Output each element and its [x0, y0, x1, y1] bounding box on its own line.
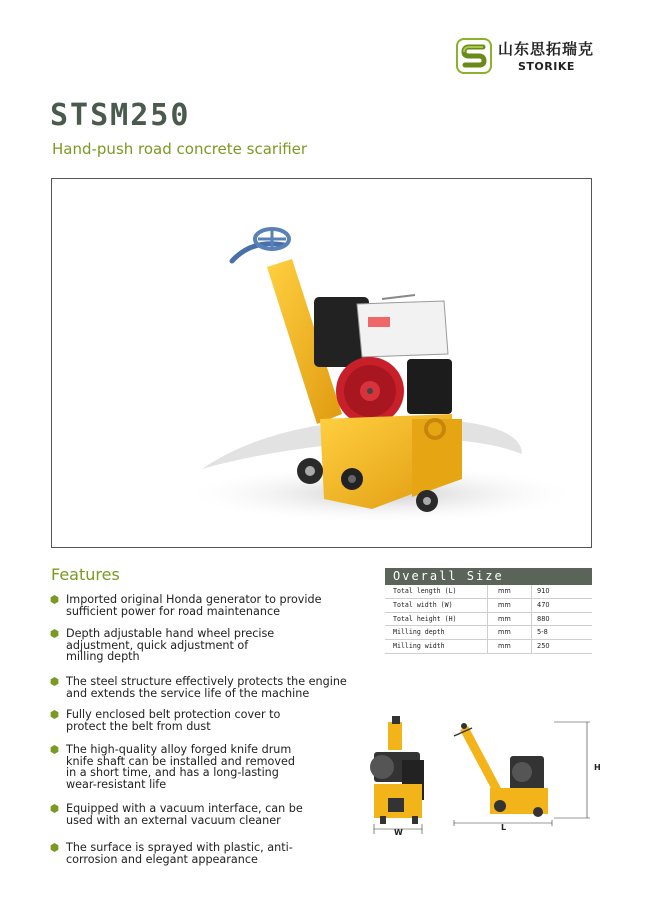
- hexagon-bullet-icon: [50, 595, 59, 604]
- feature-text: The surface is sprayed with plastic, anti-corrosion and elegant appearance: [66, 841, 293, 866]
- spec-unit: mm: [498, 628, 511, 637]
- height-dimension-label: H: [594, 763, 601, 772]
- brand-english-name: STORIKE: [518, 60, 575, 73]
- feature-text: The high-quality alloy forged knife drum knife shaft can be installed and removed in a short time, and has a long-lasting wear-resistant life: [66, 743, 295, 791]
- feature-item: [50, 594, 360, 617]
- table-row: [385, 599, 592, 613]
- side-view-drawing: [454, 723, 548, 817]
- feature-text: Depth adjustable hand wheel precise adjustment, quick adjustment of milling depth: [66, 627, 275, 663]
- spec-name: Total length (L): [393, 587, 457, 595]
- feature-item: [50, 709, 360, 732]
- spec-value: 910: [537, 587, 550, 595]
- hexagon-bullet-icon: [50, 843, 59, 852]
- spec-value: 470: [537, 600, 550, 609]
- overall-size-heading: Overall Size: [385, 568, 592, 585]
- feature-text: Equipped with a vacuum interface, can be used with an external vacuum cleaner: [66, 802, 303, 827]
- spec-value: 880: [537, 614, 550, 623]
- brand-chinese-name: 山东思拓瑞克: [498, 40, 595, 58]
- product-model-title: STSM250: [50, 98, 191, 133]
- product-photo: [52, 179, 592, 548]
- front-view-drawing: [370, 716, 424, 824]
- length-dimension-label: L: [501, 823, 507, 832]
- features-heading: Features: [51, 565, 120, 584]
- hexagon-bullet-icon: [50, 745, 59, 754]
- table-row: [385, 613, 592, 627]
- feature-item: [50, 676, 360, 699]
- spec-unit: mm: [498, 642, 511, 651]
- spec-unit: mm: [498, 600, 511, 609]
- table-row: [385, 585, 592, 599]
- feature-text: Fully enclosed belt protection cover to protect the belt from dust: [66, 708, 281, 733]
- overall-size-table: [385, 568, 592, 654]
- dimension-drawings: [362, 712, 602, 842]
- brand-logo: [456, 38, 626, 74]
- spec-name: Total height (H): [393, 614, 457, 623]
- spec-unit: mm: [498, 614, 511, 623]
- hexagon-bullet-icon: [50, 804, 59, 813]
- product-photo-frame: [51, 178, 592, 548]
- spec-name: Total width (W): [393, 600, 453, 609]
- table-row: [385, 640, 592, 654]
- feature-item: [50, 842, 360, 865]
- feature-item: [50, 744, 360, 790]
- feature-item: [50, 628, 360, 663]
- hexagon-bullet-icon: [50, 629, 59, 638]
- spec-unit: mm: [498, 587, 511, 595]
- table-row: [385, 626, 592, 640]
- storike-logo-icon: [456, 38, 492, 74]
- width-dimension-label: W: [394, 828, 403, 837]
- spec-value: 250: [537, 642, 550, 651]
- feature-item: [50, 803, 360, 826]
- spec-name: Milling width: [393, 642, 445, 651]
- spec-name: Milling depth: [393, 628, 445, 637]
- hexagon-bullet-icon: [50, 677, 59, 686]
- feature-text: Imported original Honda generator to provide sufficient power for road maintenance: [66, 593, 322, 618]
- hexagon-bullet-icon: [50, 710, 59, 719]
- product-subtitle: Hand-push road concrete scarifier: [52, 140, 308, 158]
- spec-value: 5-8: [537, 628, 548, 637]
- feature-text: The steel structure effectively protects the engine and extends the service life of the machine: [66, 675, 347, 700]
